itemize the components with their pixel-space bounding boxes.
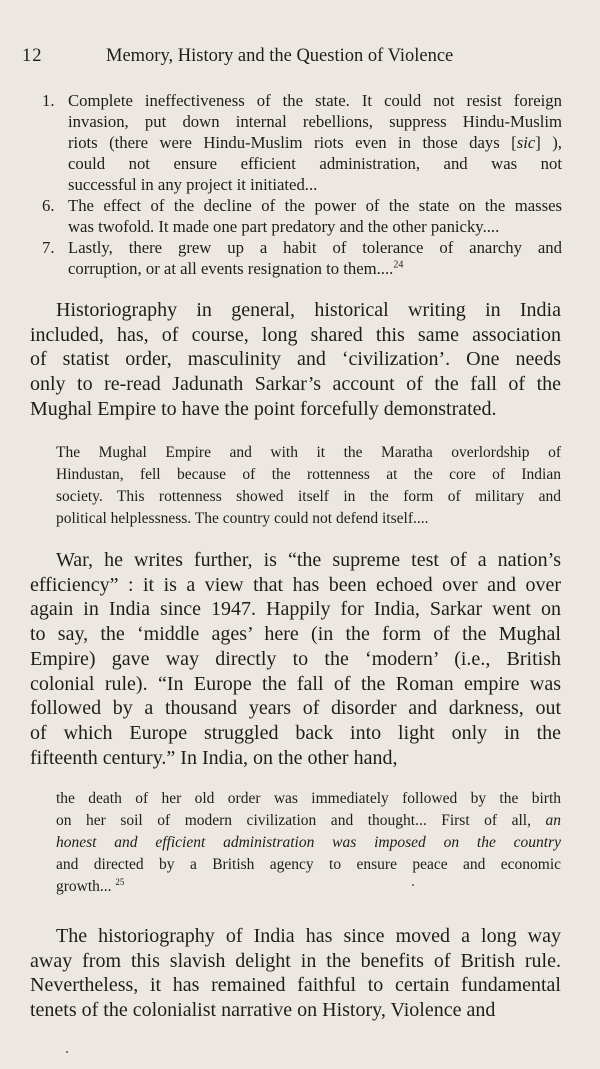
numbered-list <box>42 90 562 279</box>
list-line: The effect of the decline of the power of the state on the masses <box>68 196 562 215</box>
paragraph <box>30 548 561 770</box>
list-item <box>42 237 562 279</box>
list-item <box>42 195 562 237</box>
quote-line: growth... $^{25}$ <box>56 876 125 895</box>
text-line: fifteenth century.” In India, on the other hand, <box>30 746 398 769</box>
block-quote <box>56 442 561 530</box>
print-speck <box>412 884 414 886</box>
footnote-marker: 25 <box>115 876 125 887</box>
text-line: again in India since 1947. Happily for India, Sarkar went on <box>30 598 561 621</box>
text-line: The historiography of India has since moved a long way <box>56 925 561 947</box>
quote-line: The Mughal Empire and with it the Maratha overlordship of <box>56 444 561 461</box>
quote-line: honest and efficient administration was imposed on the country <box>56 834 561 851</box>
list-line: corruption, or at all events resignation to them....$^{24}$ <box>68 259 404 278</box>
print-speck <box>66 1051 68 1053</box>
quote-line: society. This rottenness showed itself in the form of military and <box>56 488 561 505</box>
list-line: could not ensure efficient administration, and was not <box>68 154 562 173</box>
list-line: invasion, put down internal rebellions, suppress Hindu-Muslim <box>68 112 562 131</box>
quote-line: on her soil of modern civilization and thought... First of all, an <box>56 812 562 829</box>
text-line: of which Europe struggled back into light only in the <box>30 721 561 744</box>
text-line: of statist order, masculinity and ‘civilization’. One needs <box>30 348 561 371</box>
text-line: included, has, of course, long shared this same association <box>30 323 561 346</box>
quote-line: and directed by a British agency to ensure peace and economic <box>56 856 561 873</box>
text-line: efficiency” : it is a view that has been echoed over and over <box>30 573 561 596</box>
text-line: tenets of the colonialist narrative on History, Violence and <box>30 999 496 1022</box>
quote-line: political helplessness. The country could not defend itself.... <box>56 510 429 527</box>
list-item <box>42 90 562 195</box>
block-quote <box>56 788 561 898</box>
list-item-number: 7. <box>42 238 55 257</box>
list-item-number: 6. <box>42 196 55 215</box>
text-line: Mughal Empire to have the point forcefully demonstrated. <box>30 397 497 420</box>
quote-line: Hindustan, fell because of the rottenness at the core of Indian <box>56 466 561 483</box>
list-line: was twofold. It made one part predatory and the other panicky.... <box>68 217 500 236</box>
list-line: Lastly, there grew up a habit of tolerance of anarchy and <box>68 238 562 257</box>
paragraph <box>30 298 561 422</box>
page-number: 12 <box>22 46 43 66</box>
footnote-marker: 24 <box>393 259 404 271</box>
quote-line: the death of her old order was immediately followed by the birth <box>56 790 561 807</box>
text-line: Historiography in general, historical writing in India <box>56 299 561 321</box>
list-line: riots (there were Hindu-Muslim riots even in those days [sic] ), <box>68 133 562 152</box>
text-line: Nevertheless, it has remained faithful to certain fundamental <box>30 974 561 997</box>
text-line: War, he writes further, is “the supreme test of a nation’s <box>56 549 561 571</box>
list-line: successful in any project it initiated... <box>68 175 318 194</box>
text-line: colonial rule). “In Europe the fall of the Roman empire was <box>30 672 561 695</box>
text-line: Empire) gave way directly to the ‘modern’ (i.e., British <box>30 647 561 670</box>
text-line: to say, the ‘middle ages’ here (in the form of the Mughal <box>30 623 561 646</box>
text-line: followed by a thousand years of disorder and darkness, out <box>30 697 561 720</box>
text-line: away from this slavish delight in the benefits of British rule. <box>30 949 561 972</box>
text-line: only to re-read Jadunath Sarkar’s account of the fall of the <box>30 373 561 396</box>
running-title: Memory, History and the Question of Violence <box>106 46 454 66</box>
list-line: Complete ineffectiveness of the state. It could not resist foreign <box>68 91 562 110</box>
list-item-number: 1. <box>42 91 55 110</box>
paragraph <box>30 924 561 1023</box>
